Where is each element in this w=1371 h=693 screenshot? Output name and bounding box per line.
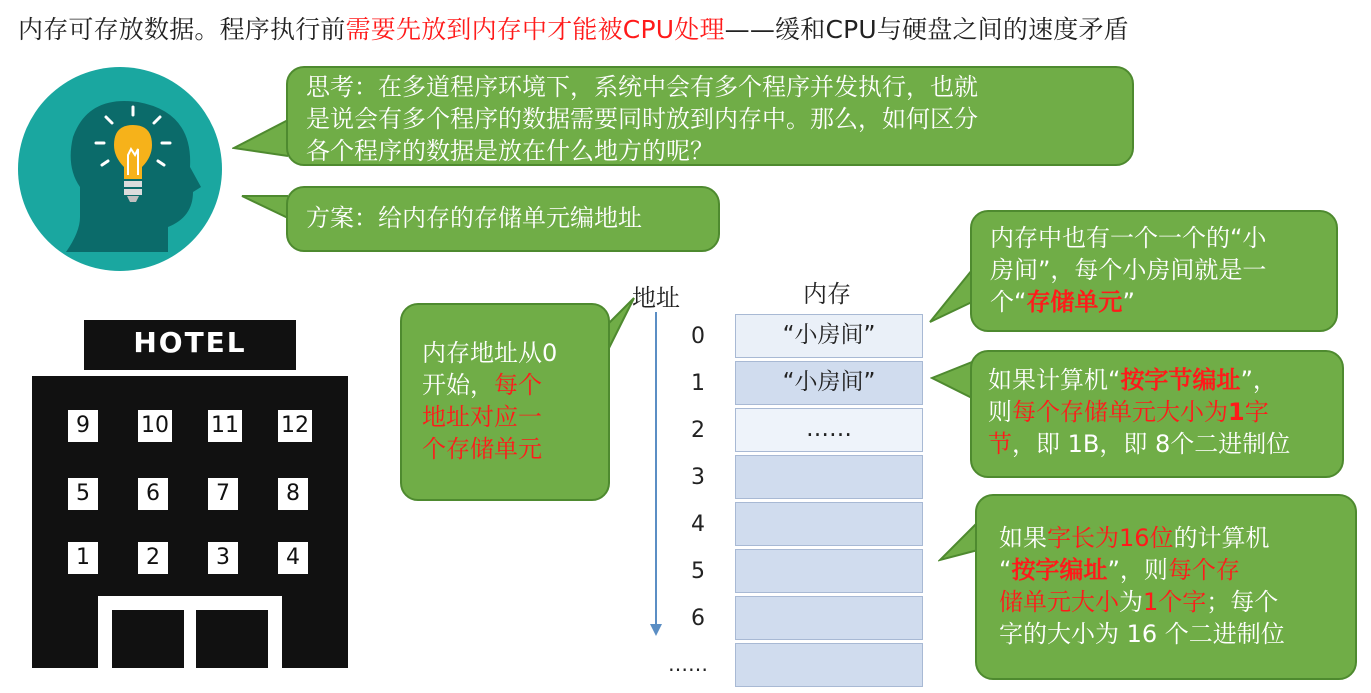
hotel-room-window: 12 [278,410,312,442]
word-note-l2c: ”，则 [1107,556,1168,584]
hotel-room-window: 11 [208,410,242,442]
addr-note-l2b: 每个 [494,371,542,399]
hotel-room-window: 7 [208,478,238,510]
byte-note-tail [930,360,974,400]
title-part-3: ——缓和CPU与硬盘之间的速度矛盾 [724,15,1129,44]
memory-cell [735,549,923,593]
plan-text: 方案：给内存的存储单元编地址 [306,204,642,232]
think-line-1: 思考：在多道程序环境下，系统中会有多个程序并发执行，也就 [306,73,978,101]
byte-note-l1a: 如果计算机“ [988,366,1121,394]
address-arrow [648,312,664,638]
address-label: 2 [691,418,705,443]
byte-note-line-2 [988,396,1326,428]
room-note-tail [928,268,974,324]
hotel-illustration [32,320,350,670]
title-highlight: 需要先放到内存中才能被CPU处理 [345,15,725,44]
byte-note-l1b: 按字节编址 [1120,366,1241,394]
addr-note-line-1: 内存地址从0 [422,339,558,367]
addr-note-bubble [400,303,610,501]
word-note-l3a: 储单元大小 [999,588,1119,616]
room-note-l3a: 个“ [990,288,1027,316]
byte-note-l2c: 1 [1228,398,1245,426]
memory-cell: …… [735,408,923,452]
title-part-1: 内存可存放数据。程序执行前 [18,15,346,44]
word-note-line-2 [999,554,1333,586]
word-note-l2b: 按字编址 [1011,556,1108,584]
byte-note-l3b: ，即 1B，即 8个二进制位 [1012,430,1291,458]
address-label: 3 [691,465,705,490]
room-note-line-1: 内存中也有一个一个的“小 [990,224,1267,252]
address-ellipsis: …… [668,652,708,676]
room-note-l3c: ” [1122,288,1135,316]
byte-note-l2a: 则 [988,398,1012,426]
hotel-room-window: 1 [68,542,98,574]
think-bubble-tail [232,118,292,158]
memory-cell [735,596,923,640]
memory-header: 内存 [803,280,851,308]
hotel-room-window: 5 [68,478,98,510]
plan-bubble-tail [240,192,290,222]
hotel-room-window: 6 [138,478,168,510]
address-label: 0 [691,324,705,349]
byte-note-bubble [970,350,1344,478]
hotel-room-window: 4 [278,542,308,574]
address-label: 1 [691,371,705,396]
hotel-sign: HOTEL [133,326,247,359]
room-note-l3b: 存储单元 [1026,288,1123,316]
address-label: 5 [691,559,705,584]
addr-note-l2a: 开始， [422,371,494,399]
byte-note-l2b: 每个存储单元大小为 [1012,398,1228,426]
byte-note-l3a: 节 [988,430,1012,458]
plan-bubble [286,186,720,252]
byte-note-line-3 [988,428,1326,460]
addr-note-line-3: 地址对应一 [422,403,542,431]
word-note-l1c: 的计算机 [1173,524,1270,552]
word-note-l3c: 1个字 [1143,588,1207,616]
memory-cell: “小房间” [735,314,923,358]
room-note-bubble [970,210,1338,332]
page-title [18,10,1129,50]
think-line-3: 各个程序的数据是放在什么地方的呢？ [306,137,714,165]
memory-cell: “小房间” [735,361,923,405]
memory-cell [735,643,923,687]
addr-note-line-4: 个存储单元 [422,435,542,463]
room-note-line-2: 房间”，每个小房间就是一 [990,256,1267,284]
room-note-line-3 [990,286,1318,318]
byte-note-l2d: 字 [1244,398,1269,426]
memory-cell [735,502,923,546]
word-note-l1a: 如果 [999,524,1047,552]
word-note-l2d: 每个存 [1167,556,1240,584]
hotel-room-window: 8 [278,478,308,510]
address-header: 地址 [632,284,680,312]
word-note-l1b: 字长为16位 [1047,524,1174,552]
word-note-bubble [975,494,1357,680]
think-line-2: 是说会有多个程序的数据需要同时放到内存中。那么，如何区分 [306,105,978,133]
head-lightbulb-icon [18,67,223,272]
word-note-line-4: 字的大小为 16 个二进制位 [999,620,1285,648]
word-note-l3b: 为 [1119,588,1143,616]
word-note-tail [938,520,980,570]
hotel-room-window: 9 [68,410,98,442]
word-note-line-3 [999,586,1333,618]
hotel-room-window: 3 [208,542,238,574]
address-label: 4 [691,512,705,537]
word-note-l3d: ；每个 [1206,588,1279,616]
hotel-room-window: 10 [138,410,172,442]
byte-note-l1c: ”， [1240,366,1277,394]
byte-note-line-1 [988,364,1326,396]
memory-cell [735,455,923,499]
address-label: 6 [691,606,705,631]
think-bubble [286,66,1134,166]
addr-note-line-2 [422,369,588,401]
hotel-room-window: 2 [138,542,168,574]
word-note-l2a: “ [999,556,1012,584]
word-note-line-1 [999,522,1333,554]
